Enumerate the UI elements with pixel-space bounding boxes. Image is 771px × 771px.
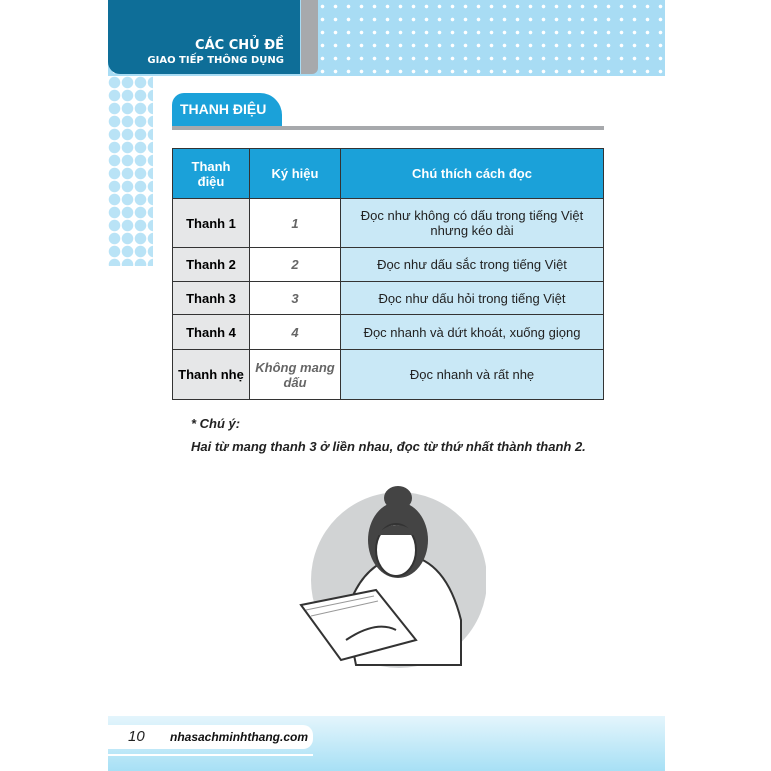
book-page	[108, 0, 665, 771]
tone-cell: Thanh 2	[173, 248, 250, 282]
website-link: nhasachminhthang.com	[170, 730, 309, 744]
symbol-cell: 1	[250, 199, 341, 248]
symbol-cell: 4	[250, 315, 341, 350]
note-cell: Đọc như dấu hỏi trong tiếng Việt	[341, 282, 604, 315]
section-title: THANH ĐIỆU	[172, 93, 282, 126]
note-cell: Đọc nhanh và rất nhẹ	[341, 350, 604, 400]
table-row	[173, 350, 604, 400]
dot-pattern-left	[108, 76, 153, 266]
chapter-header	[108, 0, 300, 74]
header-tone: Thanh điệu	[173, 149, 250, 199]
note-cell: Đọc như dấu sắc trong tiếng Việt	[341, 248, 604, 282]
header-divider	[301, 0, 318, 74]
note-cell: Đọc nhanh và dứt khoát, xuống giọng	[341, 315, 604, 350]
table-header-row	[173, 149, 604, 199]
page-number: 10	[128, 728, 145, 745]
section-underline	[172, 126, 604, 130]
tone-table	[172, 148, 604, 400]
header-note: Chú thích cách đọc	[341, 149, 604, 199]
tone-cell: Thanh 4	[173, 315, 250, 350]
tone-cell: Thanh 3	[173, 282, 250, 315]
header-symbol: Ký hiệu	[250, 149, 341, 199]
chapter-title-line2: GIAO TIẾP THÔNG DỤNG	[147, 55, 284, 66]
note-label: * Chú ý:	[191, 416, 241, 431]
tone-cell: Thanh 1	[173, 199, 250, 248]
table-row	[173, 199, 604, 248]
table-row	[173, 248, 604, 282]
table-row	[173, 315, 604, 350]
note-text: Hai từ mang thanh 3 ở liền nhau, đọc từ thứ nhất thành thanh 2.	[191, 439, 586, 454]
footer-line	[108, 754, 313, 756]
tone-cell: Thanh nhẹ	[173, 350, 250, 400]
page-footer	[108, 716, 665, 771]
symbol-cell: Không mang dấu	[250, 350, 341, 400]
chapter-title-line1: CÁC CHỦ ĐỀ	[195, 38, 284, 53]
symbol-cell: 2	[250, 248, 341, 282]
table-row	[173, 282, 604, 315]
reading-woman-illustration	[286, 480, 486, 680]
note-cell: Đọc như không có dấu trong tiếng Việt nhưng kéo dài	[341, 199, 604, 248]
symbol-cell: 3	[250, 282, 341, 315]
